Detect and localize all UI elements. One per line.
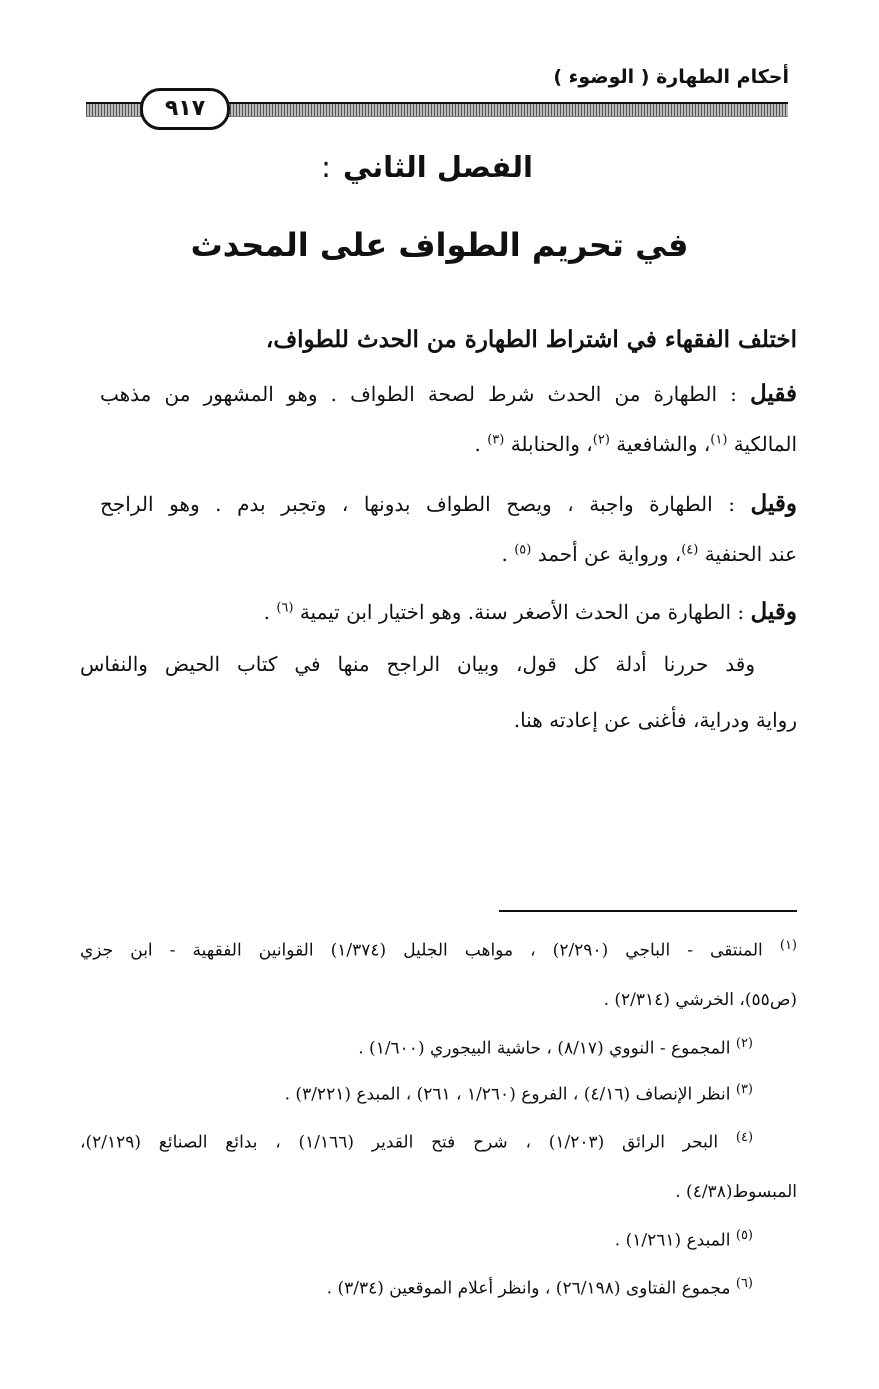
opinion-2-ahmad: ، ورواية عن أحمد [537,542,682,566]
opinion-2-hanafi: عند الحنفية [704,542,797,566]
opinion-2-line-1 [100,490,797,517]
footnote-4-line-2: المبسوط(٤/٣٨) . [675,1182,797,1202]
opinion-1-text: : الطهارة من الحدث شرط لصحة الطواف . وهو المشهور من مذهب [100,382,737,406]
footnote-6-mark: (٦) [735,1276,753,1291]
opinion-3-lead: وقيل [750,598,797,625]
closing-line-2: رواية ودراية، فأغنى عن إعادته هنا. [513,708,797,732]
chapter-title: في تحريم الطواف على المحدث [190,226,689,264]
footnote-1-line-1 [80,938,797,961]
footnote-6-text: مجموع الفتاوى (٢٦/١٩٨) ، وانظر أعلام الموقعين (٣/٣٤) . [326,1278,731,1299]
footnote-ref-4[interactable]: (٤) [681,542,699,558]
opinion-1-hanbali: ، والحنابلة [510,432,593,456]
footnote-separator [499,910,797,912]
footnote-5 [615,1228,753,1251]
footnote-ref-3[interactable]: (٣) [487,432,505,448]
footnote-ref-2[interactable]: (٢) [592,432,610,448]
opinion-1-maliki: المالكية [733,432,797,456]
page-number: ٩١٧ [140,88,230,130]
footnote-1-text: المنتقى - الباجي (٢/٢٩٠) ، مواهب الجليل (١/٣٧٤) القوانين الفقهية - ابن جزي [80,940,763,961]
footnote-5-mark: (٥) [735,1228,753,1243]
footnote-ref-1[interactable]: (١) [710,432,728,448]
footnote-1-mark: (١) [779,938,797,953]
opinion-1-end: . [474,432,488,456]
footnote-1-line-2: (ص٥٥)، الخرشي (٢/٣١٤) . [603,990,797,1010]
footnote-2 [358,1036,753,1059]
footnote-6 [327,1276,753,1299]
footnote-2-text: المجموع - النووي (٨/١٧) ، حاشية البيجوري (١/٦٠٠) . [358,1038,731,1059]
opinion-2-text: : الطهارة واجبة ، ويصح الطواف بدونها ، وتجبر بدم . وهو الراجح [100,492,735,516]
opinion-3-text: : الطهارة من الحدث الأصغر سنة. وهو اختيار ابن تيمية [299,600,745,624]
chapter-label [321,150,533,184]
footnote-4-line-1 [80,1130,753,1153]
footnote-ref-6[interactable]: (٦) [276,600,294,616]
opinion-3 [264,598,797,625]
opinion-2-end: . [501,542,515,566]
opinion-1-lead: فقيل [750,380,798,407]
running-header-title: أحكام الطهارة ( الوضوء ) [553,66,789,88]
opinion-3-end: . [263,600,277,624]
footnote-3-text: انظر الإنصاف (٤/١٦) ، الفروع (١/٢٦٠ ، ٢٦١) ، المبدع (٣/٢٢١) . [284,1084,731,1105]
footnote-ref-5[interactable]: (٥) [514,542,532,558]
footnote-4-mark: (٤) [735,1130,754,1145]
footnote-5-text: المبدع (١/٢٦١) . [614,1230,731,1251]
chapter-colon: : [321,150,331,184]
opinion-2-lead: وقيل [750,490,797,517]
footnote-3-mark: (٣) [735,1082,753,1097]
chapter-label-text: الفصل الثاني [342,150,533,184]
opinion-1-line-2 [474,432,797,456]
intro-paragraph: اختلف الفقهاء في اشتراط الطهارة من الحدث للطواف، [265,326,797,353]
closing-line-1: وقد حررنا أدلة كل قول، وبيان الراجح منها في كتاب الحيض والنفاس [80,652,755,676]
footnote-3 [285,1082,753,1105]
opinion-1-shafii: ، والشافعية [616,432,711,456]
opinion-2-line-2 [501,542,797,566]
footnote-4-text: البحر الرائق (١/٢٠٣) ، شرح فتح القدير (١/١٦٦) ، بدائع الصنائع (٢/١٢٩)، [80,1132,719,1153]
footnote-2-mark: (٢) [735,1036,753,1051]
opinion-1-line-1 [100,380,797,407]
